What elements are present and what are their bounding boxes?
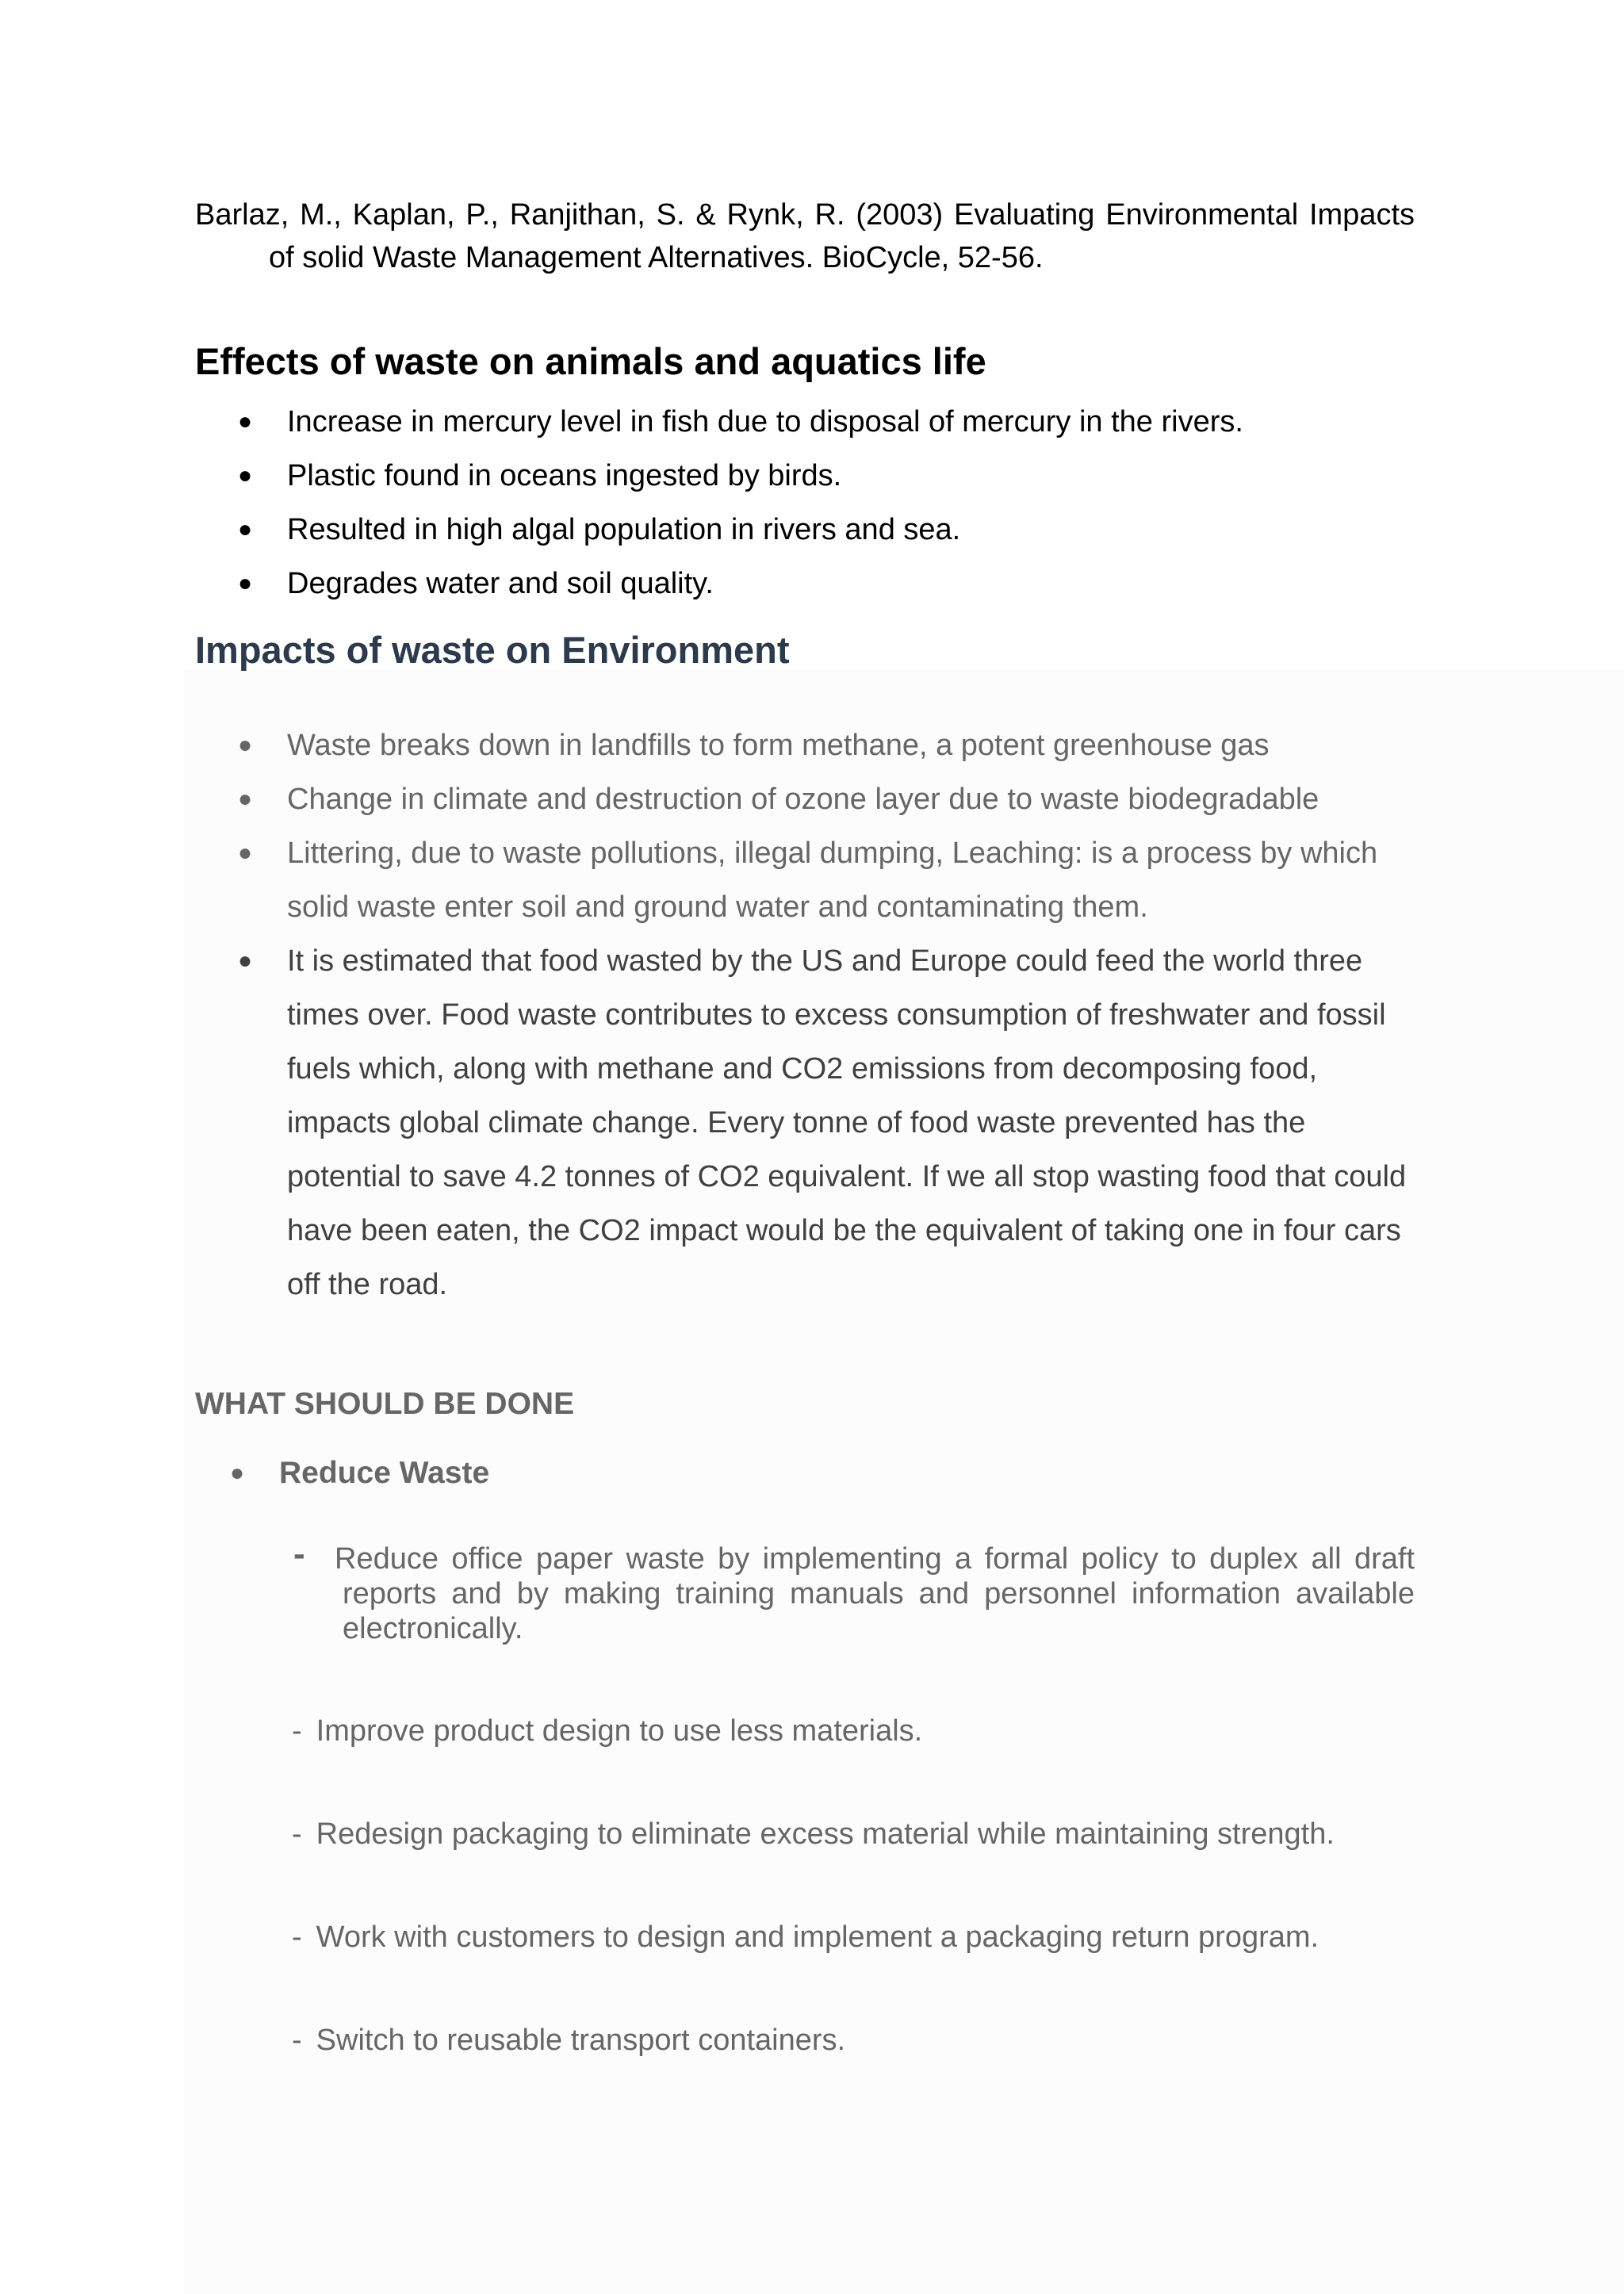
list-item: ● Change in climate and destruction of ozone layer due to waste biodegradable xyxy=(0,772,1413,826)
list-item: ● Resulted in high algal population in rivers and sea. xyxy=(0,503,1413,557)
section-heading-actions: WHAT SHOULD BE DONE xyxy=(195,1387,575,1421)
list-item: ● Plastic found in oceans ingested by birds. xyxy=(0,449,1413,503)
bullet-icon: ● xyxy=(238,570,253,596)
environment-impacts-list xyxy=(0,718,1413,1312)
dash-icon: - xyxy=(292,1921,302,1954)
list-item: ● Increase in mercury level in fish due to disposal of mercury in the rivers. xyxy=(0,395,1413,449)
sub-item: - Improve product design to use less materials. xyxy=(292,1714,923,1748)
dash-icon: - xyxy=(292,2024,302,2057)
sub-item xyxy=(293,1534,1415,1646)
dash-icon: - xyxy=(292,1817,302,1851)
bullet-icon: ● xyxy=(238,948,253,974)
list-item: ● It is estimated that food wasted by the US and Europe could feed the world three times over. Food waste contributes to excess consumption of freshwater and fossil fuels which, along with methane and CO2 emissions from decomposing food, impacts global climate change. Every tonne of food waste prevented has the potential to save 4.2 tonnes of CO2 equivalent. If we all stop wasting food that could have been eaten, the CO2 impact would be the equivalent of taking one in four cars off the road. xyxy=(0,934,1413,1312)
section-heading-environment: Impacts of waste on Environment xyxy=(195,629,790,671)
reduce-waste-label: Reduce Waste xyxy=(279,1456,490,1490)
list-item: ● Waste breaks down in landfills to form methane, a potent greenhouse gas xyxy=(0,718,1413,772)
sub-item: - Switch to reusable transport containers. xyxy=(292,2024,846,2057)
section-heading-animals: Effects of waste on animals and aquatics life xyxy=(195,340,986,382)
list-item: ● Degrades water and soil quality. xyxy=(0,557,1413,611)
bullet-icon: ● xyxy=(238,786,253,812)
animals-effects-list xyxy=(0,395,1413,611)
sub-item-text: Reduce office paper waste by implementing a formal policy to duplex all draft reports and by making training manuals and personnel information available electronically. xyxy=(335,1542,1415,1645)
sub-item: - Redesign packaging to eliminate excess material while maintaining strength. xyxy=(292,1817,1335,1851)
bullet-icon: ● xyxy=(238,462,253,488)
bullet-icon: ● xyxy=(230,1460,245,1486)
bullet-icon: ● xyxy=(238,840,253,866)
bullet-icon: ● xyxy=(238,732,253,758)
list-item: ● Littering, due to waste pollutions, illegal dumping, Leaching: is a process by which solid waste enter soil and ground water and contaminating them. xyxy=(0,826,1413,934)
dash-icon: - xyxy=(292,1714,302,1748)
sub-item: - Work with customers to design and implement a packaging return program. xyxy=(292,1921,1320,1954)
dash-icon: - xyxy=(293,1534,305,1573)
reference-citation: Barlaz, M., Kaplan, P., Ranjithan, S. & Rynk, R. (2003) Evaluating Environmental Impacts of solid Waste Management Alternatives. BioCycle, 52-56. xyxy=(195,198,1415,274)
bullet-icon: ● xyxy=(238,516,253,542)
bullet-icon: ● xyxy=(238,408,253,435)
